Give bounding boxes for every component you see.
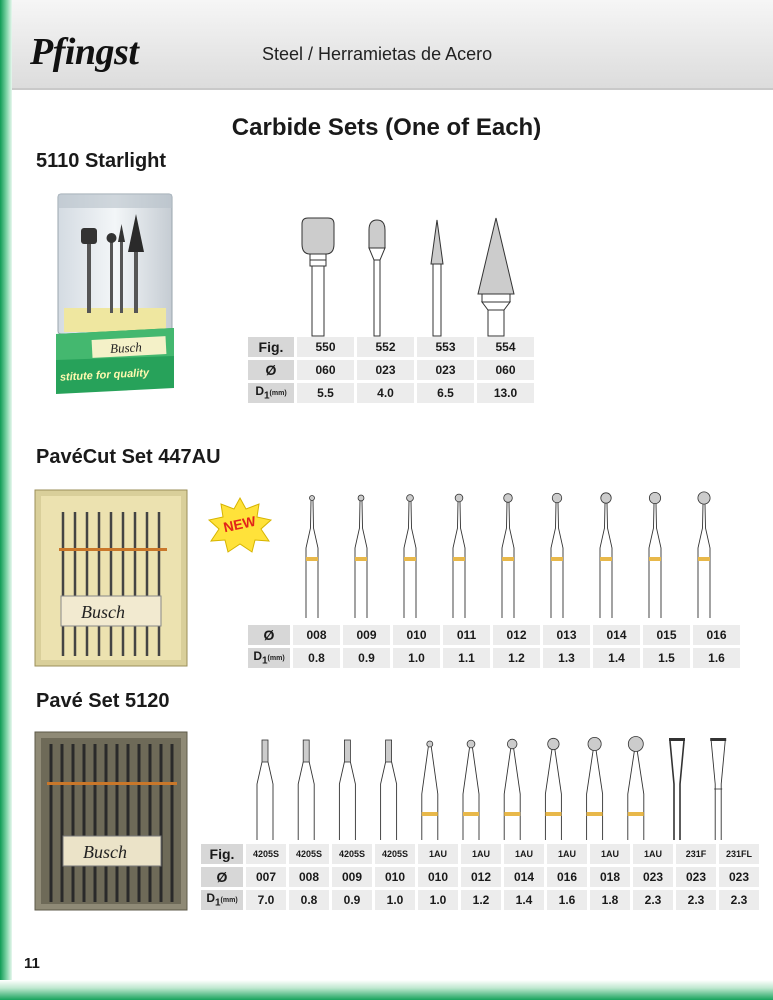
diameter-cell: 023 [417, 360, 474, 380]
diameter-row [248, 625, 740, 645]
diameter-cell: 013 [543, 625, 590, 645]
length-cell: 0.9 [332, 890, 372, 910]
length-cell: 1.1 [443, 648, 490, 668]
fig-cell: 1AU [461, 844, 501, 864]
pavecut-bur [551, 493, 563, 618]
section-title-pave: Pavé Set 5120 [36, 690, 170, 712]
fig-cell: 4205S [246, 844, 286, 864]
bur-553-drawing [422, 214, 452, 338]
diameter-cell: 010 [393, 625, 440, 645]
starlight-spec-table [245, 334, 537, 406]
brand-logo: Pfingst [30, 31, 139, 73]
length-cell: 1.0 [418, 890, 458, 910]
diameter-cell: 007 [246, 867, 286, 887]
pavecut-bur [355, 495, 367, 618]
pave-bur [381, 740, 397, 840]
pave-bur [339, 740, 355, 840]
pavecut-bur [600, 493, 612, 618]
diameter-cell: 060 [297, 360, 354, 380]
pave-bur [710, 738, 726, 840]
diameter-row [201, 867, 759, 887]
fig-cell: 4205S [289, 844, 329, 864]
length-cell: 4.0 [357, 383, 414, 403]
length-cell: 2.3 [633, 890, 673, 910]
diameter-label: Ø [248, 360, 294, 380]
fig-cell: 1AU [418, 844, 458, 864]
fig-cell: 554 [477, 337, 534, 357]
pave-bur [669, 738, 685, 840]
pavecut-product-photo [33, 488, 189, 668]
fig-cell: 231FL [719, 844, 759, 864]
length-label: $D_1(mm)$ [248, 648, 290, 668]
length-row [248, 383, 534, 403]
pavecut-tools-drawing [288, 490, 728, 620]
bur-550-drawing [296, 214, 340, 338]
fig-cell: 1AU [547, 844, 587, 864]
diameter-cell: 023 [719, 867, 759, 887]
length-cell: 1.0 [375, 890, 415, 910]
page-title: Carbide Sets (One of Each) [231, 114, 542, 141]
fig-row [201, 844, 759, 864]
fig-label: Fig. [201, 844, 243, 864]
pavecut-bur [649, 492, 661, 618]
pavecut-bur [698, 492, 710, 618]
bottom-green-bar [0, 980, 773, 1000]
pavecut-bur [502, 494, 514, 618]
pave-bur [545, 738, 561, 840]
pave-bur [298, 740, 314, 840]
starlight-photo-slogan: stitute for quality [59, 367, 150, 384]
diameter-cell: 015 [643, 625, 690, 645]
left-green-bar [0, 0, 12, 1000]
pave-spec-table [198, 841, 762, 913]
section-title-starlight: 5110 Starlight [36, 150, 167, 172]
diameter-cell: 011 [443, 625, 490, 645]
fig-cell: 4205S [375, 844, 415, 864]
starlight-photo-brand: Busch [109, 339, 143, 356]
diameter-cell: 023 [676, 867, 716, 887]
pave-bur [628, 737, 644, 841]
length-cell: 1.4 [504, 890, 544, 910]
fig-cell: 550 [297, 337, 354, 357]
pavecut-bur [404, 495, 416, 618]
pave-bur [257, 740, 273, 840]
pavecut-bur [453, 494, 465, 618]
fig-cell: 553 [417, 337, 474, 357]
length-cell: 1.2 [461, 890, 501, 910]
starlight-product-photo [52, 188, 178, 398]
fig-label: Fig. [248, 337, 294, 357]
fig-cell: 1AU [633, 844, 673, 864]
section-title-pavecut: PavéCut Set 447AU [36, 446, 221, 468]
fig-cell: 231F [676, 844, 716, 864]
length-cell: 1.4 [593, 648, 640, 668]
length-cell: 2.3 [719, 890, 759, 910]
diameter-cell: 009 [343, 625, 390, 645]
diameter-cell: 018 [590, 867, 630, 887]
fig-cell: 1AU [590, 844, 630, 864]
length-cell: 6.5 [417, 383, 474, 403]
diameter-cell: 060 [477, 360, 534, 380]
diameter-cell: 023 [633, 867, 673, 887]
diameter-cell: 009 [332, 867, 372, 887]
pave-bur [463, 740, 479, 840]
fig-cell: 552 [357, 337, 414, 357]
new-badge [205, 496, 275, 554]
length-cell: 0.8 [293, 648, 340, 668]
diameter-cell: 008 [289, 867, 329, 887]
pave-bur [504, 739, 520, 840]
diameter-label: Ø [201, 867, 243, 887]
length-cell: 1.3 [543, 648, 590, 668]
length-cell: 1.5 [643, 648, 690, 668]
fig-cell: 1AU [504, 844, 544, 864]
bur-552-drawing [362, 214, 392, 338]
pave-bur [587, 737, 603, 840]
diameter-row [248, 360, 534, 380]
pavecut-spec-table [245, 622, 743, 671]
diameter-cell: 016 [693, 625, 740, 645]
pave-photo-brand: Busch [83, 842, 127, 862]
length-cell: 1.6 [547, 890, 587, 910]
diameter-label: Ø [248, 625, 290, 645]
pave-tools-drawing [243, 734, 743, 844]
header-tagline: Steel / Herramietas de Acero [262, 44, 493, 64]
diameter-cell: 008 [293, 625, 340, 645]
length-cell: 0.8 [289, 890, 329, 910]
length-cell: 0.9 [343, 648, 390, 668]
pave-bur [422, 741, 438, 840]
diameter-cell: 014 [593, 625, 640, 645]
fig-cell: 4205S [332, 844, 372, 864]
length-cell: 13.0 [477, 383, 534, 403]
length-label: $D_1(mm)$ [248, 383, 294, 403]
page-number: 11 [24, 955, 40, 972]
length-cell: 2.3 [676, 890, 716, 910]
diameter-cell: 023 [357, 360, 414, 380]
diameter-cell: 010 [375, 867, 415, 887]
length-cell: 1.6 [693, 648, 740, 668]
new-badge-text: NEW [221, 512, 258, 536]
length-cell: 1.0 [393, 648, 440, 668]
length-label: $D_1(mm)$ [201, 890, 243, 910]
pavecut-photo-brand: Busch [81, 602, 125, 622]
diameter-cell: 016 [547, 867, 587, 887]
diameter-cell: 010 [418, 867, 458, 887]
length-cell: 1.2 [493, 648, 540, 668]
pavecut-bur [306, 496, 318, 619]
length-cell: 5.5 [297, 383, 354, 403]
fig-row [248, 337, 534, 357]
length-cell: 1.8 [590, 890, 630, 910]
pave-product-photo [33, 730, 189, 912]
diameter-cell: 014 [504, 867, 544, 887]
diameter-cell: 012 [493, 625, 540, 645]
length-cell: 7.0 [246, 890, 286, 910]
bur-554-drawing [474, 214, 518, 338]
diameter-cell: 012 [461, 867, 501, 887]
page-header [12, 0, 773, 90]
length-row [201, 890, 759, 910]
length-row [248, 648, 740, 668]
